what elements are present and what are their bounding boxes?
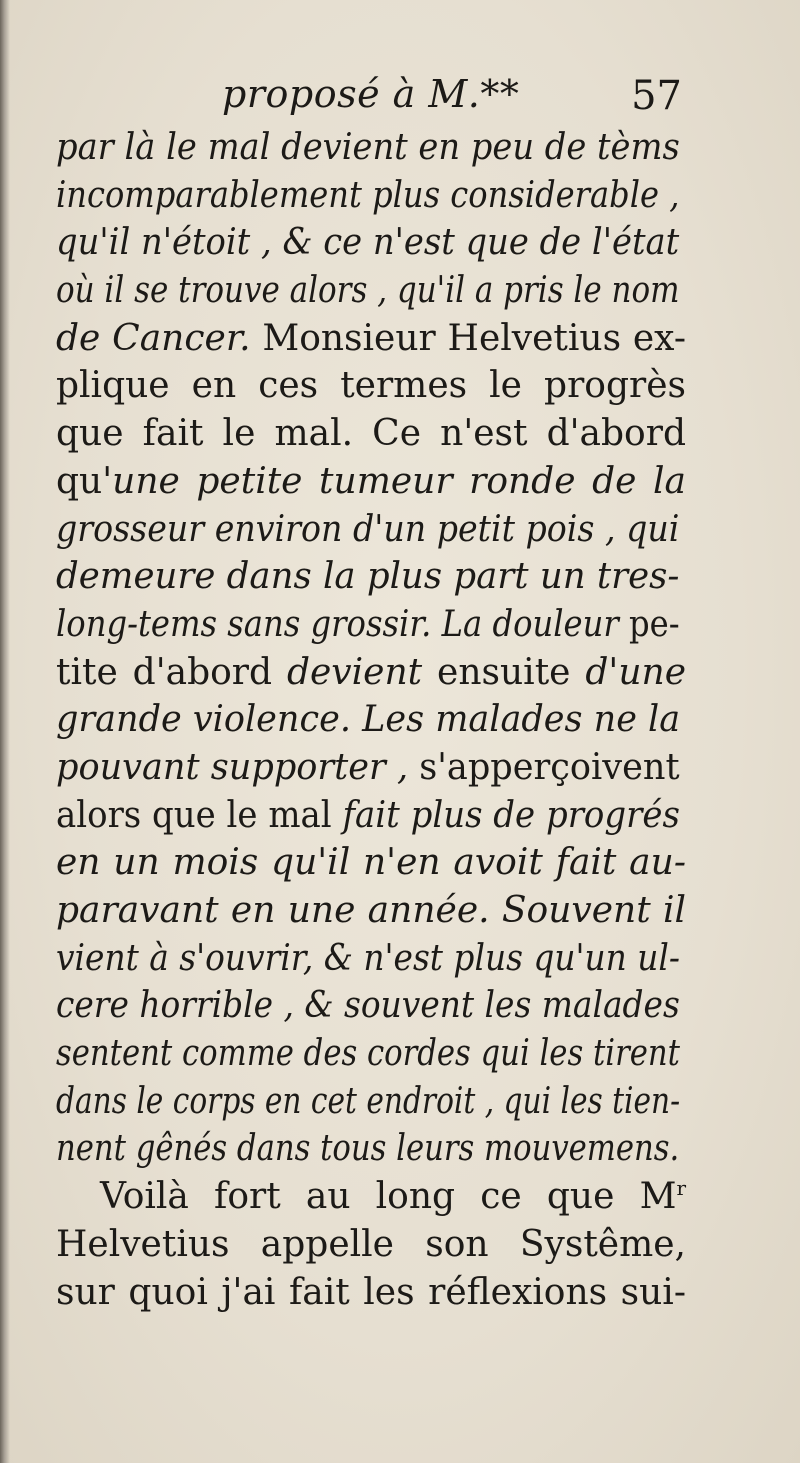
italic-text: grosseur environ d'un petit pois , qui [56,508,680,550]
italic-text: demeure dans la plus part un tres- [56,556,680,598]
text-line [56,1173,686,1221]
text-line [56,744,686,792]
italic-text: vient à s'ouvrir, & n'est plus qu'un ul- [56,937,680,979]
italic-text: dans le corps en cet endroit , qui les tien- [56,1080,681,1122]
roman-text: tite d'abord [56,651,287,693]
text-line [56,696,686,744]
text-line [56,172,686,220]
text-line [56,458,686,506]
text-line [56,1269,686,1317]
roman-text: pe- [629,603,680,645]
roman-text: qu' [56,460,113,502]
roman-text: ensuite [437,651,586,693]
text-line [56,553,686,601]
text-line [56,506,686,554]
body-text [56,124,686,1316]
roman-text: s'apperçoivent [419,746,680,788]
roman-text: Monsieur Helvetius ex- [262,317,686,359]
text-line [56,124,686,172]
roman-text: Voilà fort au long ce que M [100,1176,677,1218]
text-line [56,410,686,458]
text-line [56,219,686,267]
text-line [56,315,686,363]
italic-text: pouvant supporter , [56,746,420,788]
text-line [56,1125,686,1173]
text-line [56,839,686,887]
roman-text: sur quoi j'ai fait les réflexions sui- [56,1271,686,1313]
italic-text: devient [286,651,438,693]
text-line [56,362,686,410]
italic-text: paravant en une année. Souvent il [56,890,686,931]
italic-text: une petite tumeur ronde de la [112,460,686,502]
text-line [56,649,686,697]
italic-text: où il se trouve alors , qu'il a pris le nom [56,270,680,312]
italic-text: incomparablement plus considerable , [56,174,680,216]
page-binding-edge [0,0,10,1463]
roman-text: Helvetius appelle son Systême, [56,1223,686,1265]
superscript-text: r [676,1176,686,1201]
italic-text: long-tems sans grossir. La douleur [56,603,630,645]
text-line [56,1078,686,1126]
italic-text: fait plus de progrés [342,794,680,836]
text-line [56,935,686,983]
italic-text: qu'il n'étoit , & ce n'est que de l'état [56,222,680,264]
page-number: 57 [631,73,682,119]
text-line [56,601,686,649]
text-line [56,1030,686,1078]
text-line [56,887,686,935]
text-line [56,267,686,315]
text-line [56,792,686,840]
italic-text: en un mois qu'il n'en avoit fait au- [56,842,686,884]
roman-text: que fait le mal. Ce n'est d'abord [56,413,686,455]
italic-text: cere horrible , & souvent les malades [56,985,680,1027]
italic-text: d'une [585,651,686,693]
italic-text: de Cancer. [56,317,263,359]
italic-text: sentent comme des cordes qui les tirent [56,1033,680,1075]
page-header [0,64,800,124]
roman-text: plique en ces termes le progrès [56,365,686,407]
italic-text: par là le mal devient en peu de tèms [56,127,680,168]
roman-text: alors que le mal [56,794,343,836]
text-line [56,982,686,1030]
italic-text: nent gênés dans tous leurs mouvemens. [56,1128,680,1170]
text-line [56,1221,686,1269]
running-title: proposé à M.** [222,72,520,116]
italic-text: grande violence. Les malades ne la [56,699,681,741]
